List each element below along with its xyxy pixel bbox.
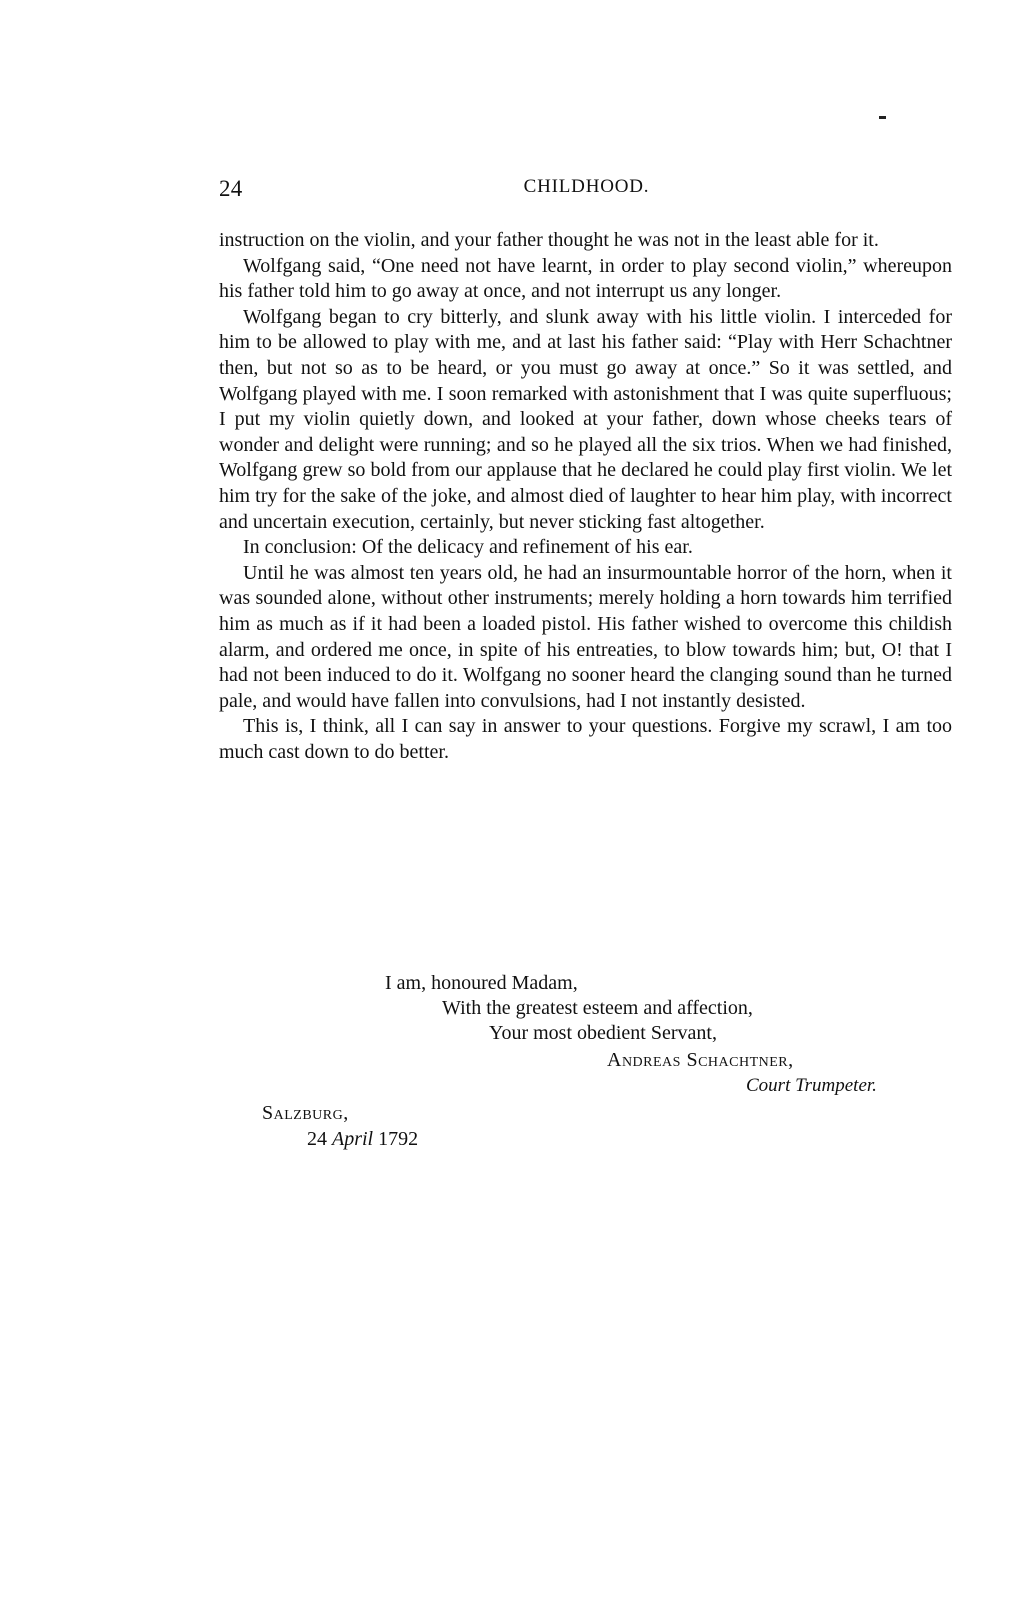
paragraph: instruction on the violin, and your father thought he was not in the least able for it. bbox=[219, 229, 879, 251]
page-number: 24 bbox=[219, 176, 243, 201]
running-title: CHILDHOOD. bbox=[523, 176, 650, 197]
closing-salutation: I am, honoured Madam, bbox=[385, 972, 578, 994]
date-day: 24 bbox=[307, 1128, 327, 1150]
paragraph: Until he was almost ten years old, he had an insurmountable horror of the horn, when it was sounded alone, without other instruments; merely holding a horn towards him terrified him as much as if it had been a loaded pistol. His father wished to overcome this childish alarm, and ordered me once, in spite of his entreaties, to blow towards him; but, O! that I had not been induced to do it. Wolfgang no sooner heard the clanging sound than he turned pale, and would have fallen into convulsions, had I not instantly desisted. bbox=[219, 561, 952, 712]
running-head bbox=[219, 176, 954, 204]
date-year: 1792 bbox=[378, 1128, 419, 1150]
signature: Andreas Schachtner, bbox=[607, 1049, 794, 1071]
date-month: April bbox=[332, 1128, 374, 1150]
scan-speck bbox=[879, 116, 886, 119]
place-line: Salzburg, bbox=[262, 1102, 349, 1124]
closing-line: Your most obedient Servant, bbox=[489, 1022, 717, 1044]
closing-line: With the greatest esteem and affection, bbox=[442, 997, 753, 1019]
paragraph: In conclusion: Of the delicacy and refinement of his ear. bbox=[243, 536, 693, 559]
signatory-title: Court Trumpeter. bbox=[746, 1075, 877, 1096]
paragraph: This is, I think, all I can say in answer to your questions. Forgive my scrawl, I am too much cast down to do better. bbox=[219, 715, 952, 763]
body-text bbox=[219, 228, 952, 765]
paragraph: Wolfgang said, “One need not have learnt, in order to play second violin,” whereupon his father told him to go away at once, and not interrupt us any longer. bbox=[219, 254, 952, 303]
paragraph: Wolfgang began to cry bitterly, and slunk away with his little violin. I interceded for him to be allowed to play with me, and at last his father said: “Play with Herr Schachtner then, but not so as to be heard, or you must go away at once.” So it was settled, and Wolfgang played with me. I soon remarked with astonishment that I was quite superfluous; I put my violin quietly down, and looked at your father, down whose cheeks tears of wonder and delight were running; and so he played all the six trios. When we had finished, Wolfgang grew so bold from our applause that he declared he could play first violin. We let him try for the sake of the joke, and almost died of laughter to hear him play, with incorrect and uncertain execution, certainly, but never sticking fast altogether. bbox=[219, 305, 952, 533]
date-line bbox=[307, 1128, 418, 1151]
